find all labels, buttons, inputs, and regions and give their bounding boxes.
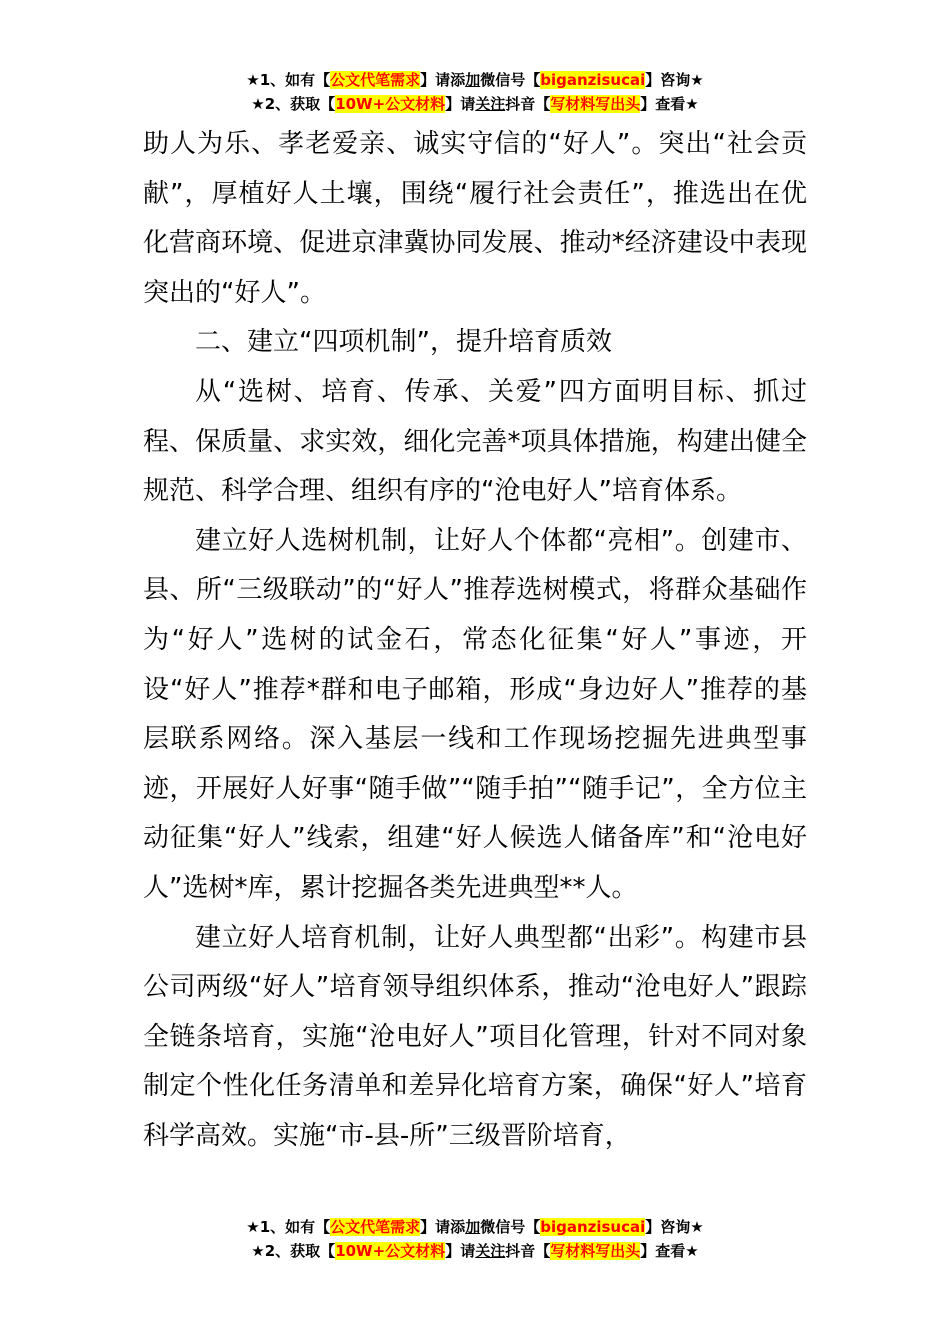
document-body (143, 120, 807, 1161)
paragraph-continued: 助人为乐、孝老爱亲、诚实守信的“好人”。突出“社会贡献”，厚植好人土壤，围绕“履行社会责任”，推选出在优化营商环境、促进京津冀协同发展、推动*经济建设中表现突出的“好人”。 (143, 129, 807, 308)
section-heading: 二、建立“四项机制”，提升培育质效 (195, 327, 612, 358)
banner-text: ★2、获取【 (251, 95, 336, 113)
highlight-douyin-account: 写材料写出头 (550, 1242, 641, 1260)
paragraph: 建立好人选树机制，让好人个体都“亮相”。创建市、县、所“三级联动”的“好人”推荐选树模式，将群众基础作为“好人”选树的试金石，常态化征集“好人”事迹，开设“好人”推荐*群和电子邮箱，形成“身边好人”推荐的基层联系网络。深入基层一线和工作现场挖掘先进典型事迹，开展好人好事“随手做”“随手拍”“随手记”，全方位主动征集“好人”线索，组建“好人候选人储备库”和“沧电好人”选树*库，累计挖掘各类先进典型**人。 (143, 525, 807, 903)
highlight-wechat-id: biganzisucai (540, 1218, 646, 1236)
banner-text: 】请添 (420, 71, 466, 89)
banner-underlined-text: 关注 (475, 1242, 506, 1260)
banner-line-2 (0, 1239, 950, 1263)
paragraph: 从“选树、培育、传承、关爱”四方面明目标、抓过程、保质量、求实效，细化完善*项具体措施，构建出健全规范、科学合理、组织有序的“沧电好人”培育体系。 (143, 376, 807, 507)
banner-text: 】请 (445, 1242, 476, 1260)
highlight-douyin-account: 写材料写出头 (550, 95, 641, 113)
highlight-service: 公文代笔需求 (330, 1218, 421, 1236)
banner-text: ★2、获取【 (251, 1242, 336, 1260)
highlight-wechat-id: biganzisucai (540, 71, 646, 89)
banner-text: 】查看★ (640, 1242, 699, 1260)
banner-underlined-text: 关注 (475, 95, 506, 113)
highlight-materials: 10W+公文材料 (335, 1242, 446, 1260)
banner-text: 】请 (445, 95, 476, 113)
paragraph: 建立好人培育机制，让好人典型都“出彩”。构建市县公司两级“好人”培育领导组织体系，推动“沧电好人”跟踪全链条培育，实施“沧电好人”项目化管理，针对不同对象制定个性化任务清单和差异化培育方案，确保“好人”培育科学高效。实施“市-县-所”三级晋阶培育， (143, 922, 807, 1151)
banner-text: 】咨询★ (645, 71, 704, 89)
banner-text: 微信号【 (480, 1218, 541, 1236)
footer-banner (0, 1215, 950, 1263)
banner-text: 微信号【 (480, 71, 541, 89)
banner-underlined-text: 加 (465, 71, 481, 89)
banner-line-2 (0, 92, 950, 116)
banner-text: 抖音【 (505, 95, 551, 113)
highlight-service: 公文代笔需求 (330, 71, 421, 89)
banner-line-1 (0, 1215, 950, 1239)
banner-text: 】查看★ (640, 95, 699, 113)
banner-text: 】咨询★ (645, 1218, 704, 1236)
banner-underlined-text: 加 (465, 1218, 481, 1236)
highlight-materials: 10W+公文材料 (335, 95, 446, 113)
banner-line-1 (0, 68, 950, 92)
banner-text: 】请添 (420, 1218, 466, 1236)
banner-text: 抖音【 (505, 1242, 551, 1260)
header-banner (0, 68, 950, 116)
banner-text: ★1、如有【 (246, 1218, 331, 1236)
banner-text: ★1、如有【 (246, 71, 331, 89)
